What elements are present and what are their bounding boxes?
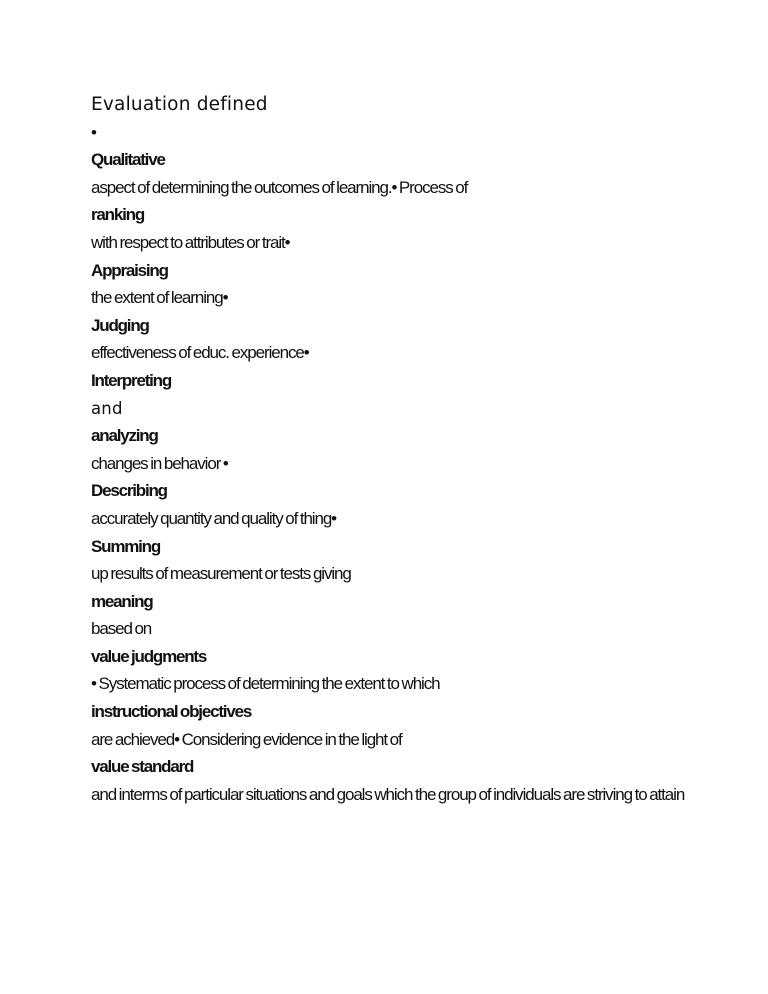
keyword-qualitative: Qualitative <box>91 150 165 170</box>
document-page <box>91 91 691 808</box>
document-title: Evaluation defined <box>91 94 268 115</box>
text-line: changes in behavior • <box>91 453 228 473</box>
keyword-summing: Summing <box>91 536 161 556</box>
bullet-line: • <box>91 122 96 142</box>
text-line: accurately quantity and quality of thing• <box>91 508 337 528</box>
keyword-value-judgments: value judgments <box>91 646 207 666</box>
keyword-appraising: Appraising <box>91 260 168 280</box>
conjunction-line: and <box>91 398 123 418</box>
text-line: with respect to attributes or trait• <box>91 232 290 252</box>
text-line: up results of measurement or tests giving <box>91 564 351 584</box>
text-line: based on <box>91 619 152 639</box>
keyword-interpreting: Interpreting <box>91 370 172 390</box>
keyword-judging: Judging <box>91 315 149 335</box>
text-line: effectiveness of educ. experience• <box>91 343 309 363</box>
text-line: the extent of learning• <box>91 288 228 308</box>
keyword-analyzing: analyzing <box>91 426 158 446</box>
keyword-meaning: meaning <box>91 591 153 611</box>
text-line: are achieved• Considering evidence in the light of <box>91 729 402 749</box>
keyword-instructional-objectives: instructional objectives <box>91 702 252 722</box>
text-paragraph: and interms of particular situations and goals which the group of individuals are striving to attain <box>91 784 685 804</box>
text-line: aspect of determining the outcomes of learning.• Process of <box>91 177 468 197</box>
keyword-ranking: ranking <box>91 205 145 225</box>
text-line: • Systematic process of determining the extent to which <box>91 674 440 694</box>
keyword-value-standard: value standard <box>91 757 194 777</box>
keyword-describing: Describing <box>91 481 167 501</box>
